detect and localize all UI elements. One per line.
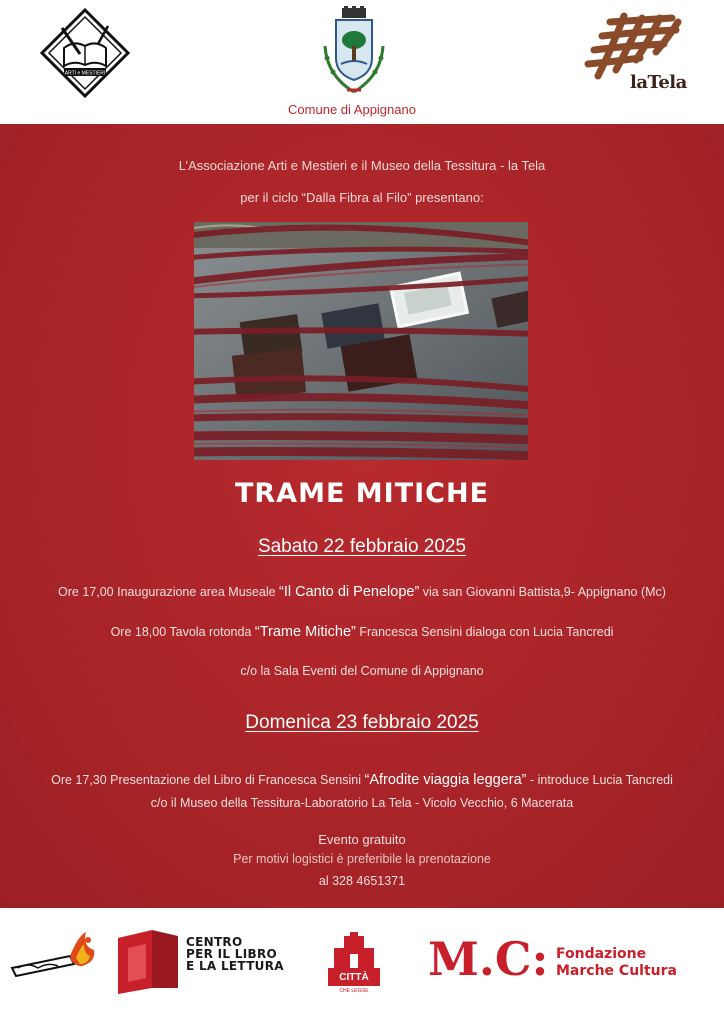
cepell-line-1: CENTRO [186, 935, 243, 949]
event-location-1: c/o la Sala Eventi del Comune di Appignano [240, 664, 484, 678]
citta-che-legge-logo-icon [328, 932, 380, 994]
date-sunday-text: Domenica 23 febbraio 2025 [245, 712, 479, 733]
date-saturday-text: Sabato 22 febbraio 2025 [257, 536, 467, 557]
comune-crest-icon [317, 6, 391, 98]
event-inauguration-quote: “Il Canto di Penelope” [279, 584, 420, 600]
event-round-table-pre: Ore 18,00 Tavola rotonda [110, 625, 255, 639]
header-bar [0, 0, 724, 124]
event-poster-panel [0, 124, 724, 908]
event-round-table-post: Francesca Sensini dialoga con Lucia Tancredi [355, 625, 614, 639]
cepell-line-3: E LA LETTURA [186, 959, 284, 973]
fondazione-line-1: Fondazione [556, 946, 647, 962]
cepell-line-2: PER IL LIBRO [186, 947, 277, 961]
event-book-presentation [0, 772, 724, 788]
event-book-post: - introduce Lucia Tancredi [526, 773, 673, 787]
arti-mestieri-logo-text: ARTI e MESTIERI [64, 70, 106, 77]
fondazione-line-2: Marche Cultura [556, 963, 677, 979]
event-inauguration [0, 584, 724, 600]
event-title: TRAME MITICHE [234, 478, 490, 509]
date-sunday [0, 712, 724, 734]
comune-label: Comune di Appignano [288, 102, 416, 117]
la-tela-logo-text: laTela [630, 72, 687, 93]
loom-threads-photo [194, 222, 528, 460]
sponsor-footer [0, 908, 724, 1024]
intro-line-1: L’Associazione Arti e Mestieri e il Museo della Tessitura - la Tela [178, 158, 546, 173]
event-inauguration-pre: Ore 17,00 Inaugurazione area Museale [58, 585, 280, 599]
pen-flame-logo-icon [8, 928, 100, 978]
event-inauguration-post: via san Giovanni Battista,9- Appignano (Mc) [419, 585, 666, 599]
event-round-table [0, 624, 724, 640]
citta-text: CITTÀ [339, 972, 369, 983]
cepell-book-logo-icon [116, 928, 182, 994]
phone-number: al 328 4651371 [318, 874, 406, 888]
intro-line-2: per il ciclo “Dalla Fibra al Filo” presentano: [240, 190, 484, 205]
event-location-2: c/o il Museo della Tessitura-Laboratorio La Tela - Vicolo Vecchio, 6 Macerata [150, 796, 574, 810]
event-book-quote: “Afrodite viaggia leggera” [364, 772, 527, 788]
mc-logo-text: M.C: [428, 932, 549, 986]
fondazione-label [556, 946, 677, 980]
free-event-label: Evento gratuito [318, 832, 406, 847]
cepell-label [186, 936, 284, 972]
date-saturday [0, 536, 724, 558]
arti-mestieri-logo-icon [40, 8, 130, 98]
booking-note: Per motivi logistici è preferibile la prenotazione [233, 852, 491, 866]
citta-subtext: CHE LEGGE [339, 988, 369, 994]
event-round-table-quote: “Trame Mitiche” [254, 624, 356, 640]
event-book-pre: Ore 17,30 Presentazione del Libro di Francesca Sensini [51, 773, 365, 787]
